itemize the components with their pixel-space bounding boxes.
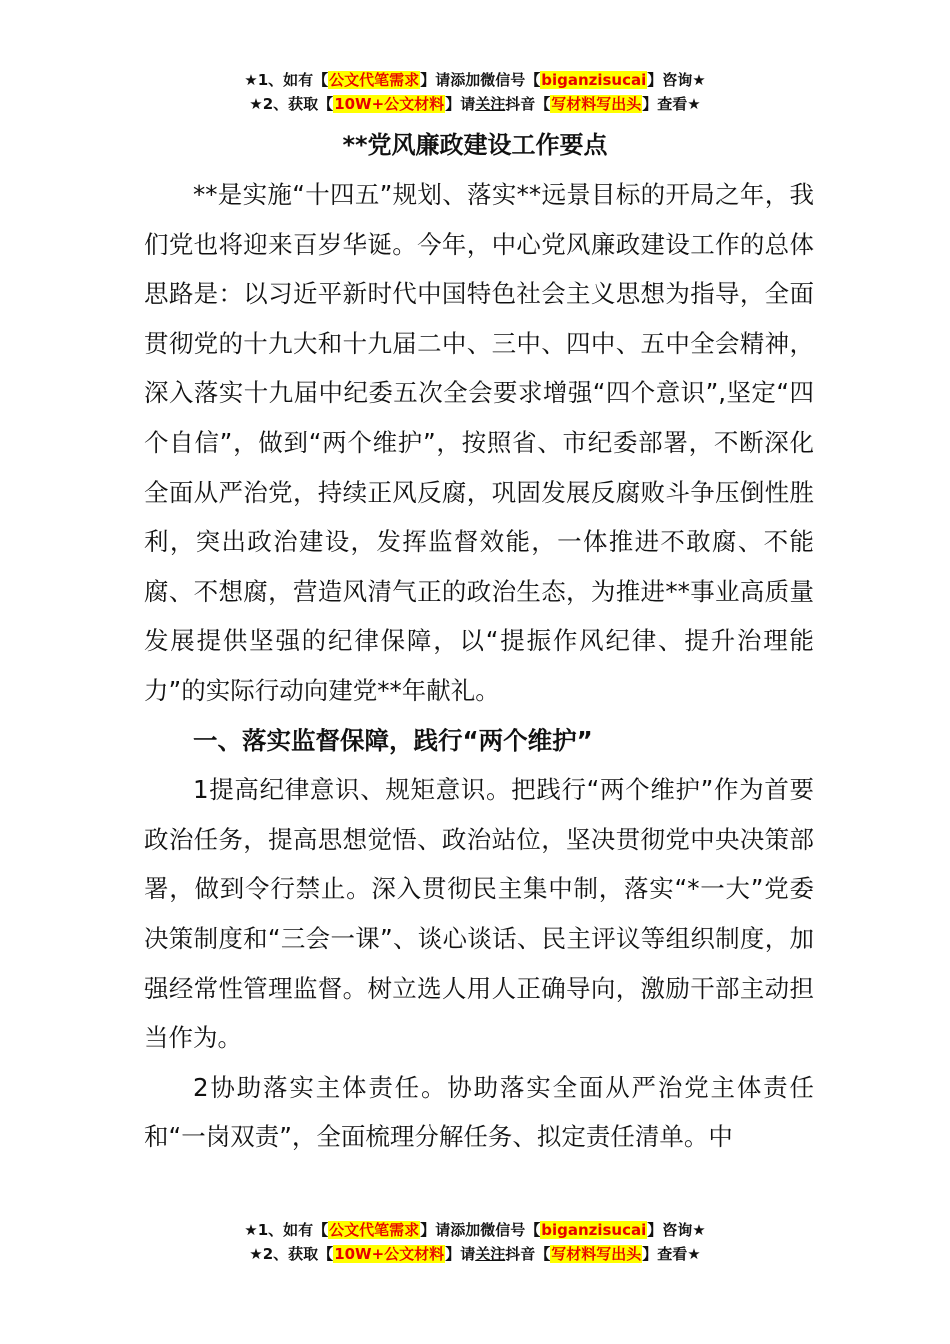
header-banner-line-2 (0, 92, 950, 116)
banner-text: 】请添加微信号【 (420, 71, 541, 89)
banner-text: 抖音【 (505, 95, 551, 113)
banner-highlight: 公文代笔需求 (329, 1221, 420, 1239)
footer-banner-line-2 (0, 1242, 950, 1266)
intro-paragraph: **是实施“十四五”规划、落实**远景目标的开局之年，我们党也将迎来百岁华诞。今年，中心党风廉政建设工作的总体思路是：以习近平新时代中国特色社会主义思想为指导，全面贯彻党的十九大和十九届二中、三中、四中、五中全会精神，深入落实十九届中纪委五次全会要求增强“四个意识”,坚定“四个自信”，做到“两个维护”，按照省、市纪委部署，不断深化全面从严治党，持续正风反腐，巩固发展反腐败斗争压倒性胜利，突出政治建设，发挥监督效能，一体推进不敢腐、不能腐、不想腐，营造风清气正的政治生态，为推进**事业高质量发展提供坚强的纪律保障，以“提振作风纪律、提升治理能力”的实际行动向建党**年献礼。 (144, 180, 814, 705)
banner-text: 】请 (445, 1245, 476, 1263)
banner-underline: 关注 (475, 95, 506, 113)
paragraph-2: 2协助落实主体责任。协助落实全面从严治党主体责任和“一岗双责”，全面梳理分解任务、拟定责任清单。中 (144, 1072, 814, 1152)
banner-text: ★1、如有【 (244, 71, 329, 89)
banner-highlight: 写材料写出头 (551, 1245, 642, 1263)
banner-highlight: 10W+公文材料 (334, 95, 445, 113)
banner-highlight: 公文代笔需求 (329, 71, 420, 89)
paragraph-1: 1提高纪律意识、规矩意识。把践行“两个维护”作为首要政治任务，提高思想觉悟、政治站位，坚决贯彻党中央决策部署，做到令行禁止。深入贯彻民主集中制，落实“*一大”党委决策制度和“三会一课”、谈心谈话、民主评议等组织制度，加强经常性管理监督。树立选人用人正确导向，激励干部主动担当作为。 (144, 775, 814, 1053)
banner-text: 】咨询★ (647, 1221, 706, 1239)
banner-highlight: biganzisucai (541, 1221, 647, 1239)
banner-text: 】咨询★ (647, 71, 706, 89)
footer-banner (0, 1218, 950, 1266)
document-title: **党风廉政建设工作要点 (342, 131, 608, 159)
banner-highlight: 10W+公文材料 (334, 1245, 445, 1263)
banner-text: 】查看★ (642, 1245, 701, 1263)
header-banner (0, 68, 950, 116)
banner-text: ★2、获取【 (249, 1245, 334, 1263)
document-body (144, 170, 814, 1162)
banner-text: 】请添加微信号【 (420, 1221, 541, 1239)
section-heading: 一、落实监督保障，践行“两个维护” (193, 725, 593, 755)
banner-text: 】请 (445, 95, 476, 113)
banner-text: ★2、获取【 (249, 95, 334, 113)
header-banner-line-1 (0, 68, 950, 92)
footer-banner-line-1 (0, 1218, 950, 1242)
banner-text: 抖音【 (505, 1245, 551, 1263)
banner-highlight: biganzisucai (541, 71, 647, 89)
banner-text: 】查看★ (642, 95, 701, 113)
banner-underline: 关注 (475, 1245, 506, 1263)
banner-highlight: 写材料写出头 (551, 95, 642, 113)
banner-text: ★1、如有【 (244, 1221, 329, 1239)
